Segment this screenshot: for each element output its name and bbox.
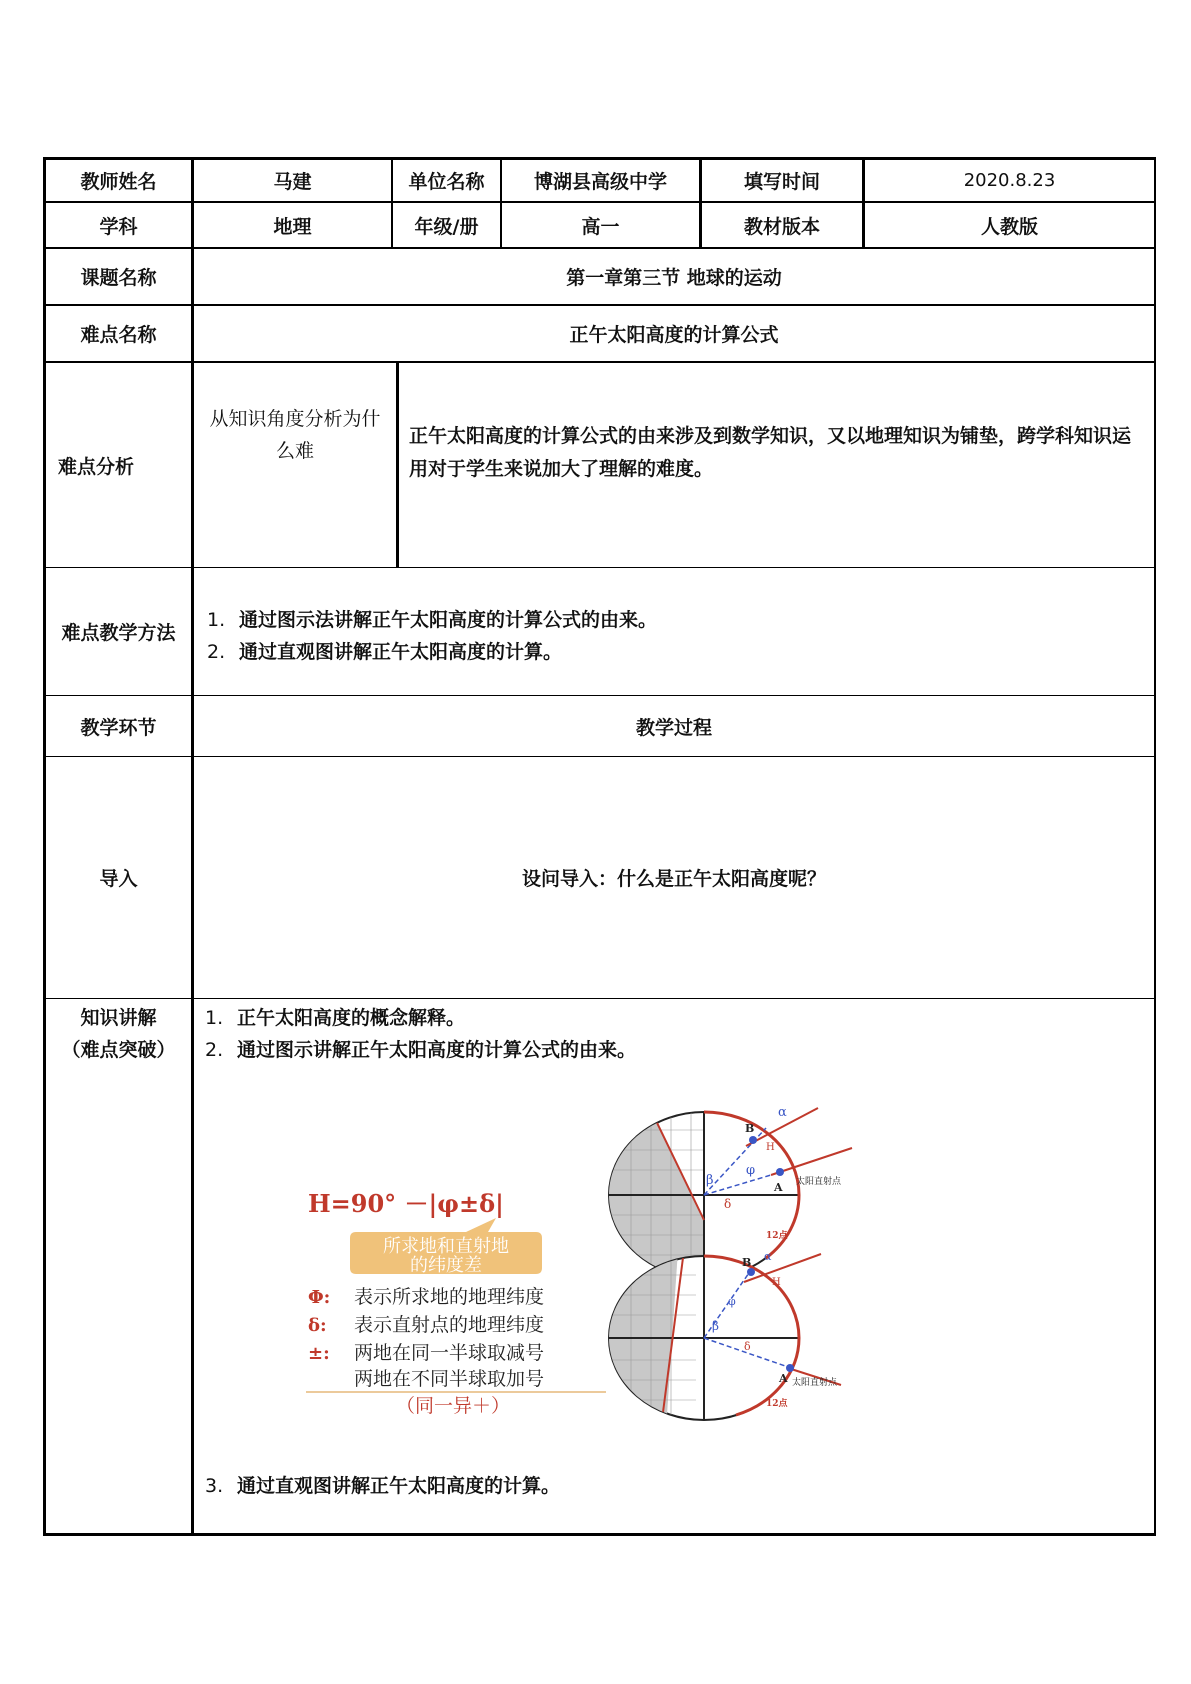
unit-value: 博湖县高级中学: [533, 171, 667, 193]
difficulty-label: 难点名称: [80, 324, 157, 346]
legend-text: 表示直射点的地理纬度: [354, 1314, 545, 1336]
bubble-line: 的纬度差: [410, 1255, 482, 1276]
label-delta: δ: [744, 1340, 751, 1353]
date-value: 2020.8.23: [963, 170, 1056, 191]
point-a: [786, 1364, 794, 1372]
legend-text: 两地在同一半球取减号: [354, 1342, 545, 1364]
knowledge-list: [205, 1470, 560, 1502]
rule-text: （同一异＋）: [396, 1395, 511, 1417]
legend-symbol: Φ:: [308, 1287, 331, 1308]
point-b: [747, 1268, 755, 1276]
label-phi: φ: [746, 1163, 756, 1178]
label-beta: β: [706, 1173, 714, 1188]
point-b: [749, 1136, 757, 1144]
label-a: A: [774, 1181, 783, 1194]
lower-globe: [596, 1250, 841, 1430]
analysis-content: 正午太阳高度的计算公式的由来涉及到数学知识，又以地理知识为铺垫，跨学科知识运用对于学生来说加大了理解的难度。: [409, 425, 1132, 480]
row-divider: [43, 998, 1156, 999]
figure-svg: [296, 1100, 876, 1445]
topic-value: 第一章第三节 地球的运动: [566, 267, 782, 289]
grade-label: 年级/册: [414, 215, 479, 238]
methods-label: 难点教学方法: [61, 622, 176, 644]
point-a: [776, 1168, 784, 1176]
topic-label: 课题名称: [80, 267, 157, 289]
list-item: 3. 通过直观图讲解正午太阳高度的计算。: [205, 1475, 561, 1497]
date-label: 填写时间: [743, 171, 820, 193]
analysis-label: 难点分析: [58, 455, 135, 478]
difficulty-value: 正午太阳高度的计算公式: [569, 324, 779, 346]
list-item: 2. 通过图示讲解正午太阳高度的计算公式的由来。: [205, 1039, 637, 1061]
legend-symbol: δ:: [308, 1315, 327, 1336]
label-subsolar: 太阳直射点: [796, 1177, 842, 1187]
subject-label: 学科: [99, 215, 138, 238]
teacher-label: 教师姓名: [80, 171, 157, 193]
table-border-bottom: [43, 1533, 1156, 1536]
label-noon: 12点: [766, 1399, 788, 1409]
knowledge-list: [205, 1002, 636, 1066]
row-divider: [43, 567, 1156, 568]
label-subsolar: 太阳直射点: [792, 1378, 838, 1388]
analysis-sub-label: 从知识角度分析为什么难: [209, 408, 381, 462]
label-h: H: [766, 1142, 775, 1153]
teacher-value: 马建: [273, 171, 312, 193]
label-beta: β: [712, 1319, 719, 1333]
edition-value: 人教版: [980, 215, 1038, 238]
list-item: 2. 通过直观图讲解正午太阳高度的计算。: [207, 641, 563, 663]
label-delta: δ: [724, 1197, 732, 1211]
noon-sun-altitude-figure: [296, 1100, 876, 1445]
label-alpha: α: [778, 1105, 787, 1120]
legend-symbol: ±:: [308, 1343, 330, 1364]
list-item: 1. 正午太阳高度的概念解释。: [205, 1007, 466, 1029]
label-phi: φ: [728, 1295, 736, 1308]
label-noon: 12点: [766, 1231, 788, 1241]
edition-label: 教材版本: [743, 215, 820, 238]
label-h: H: [772, 1277, 781, 1288]
grade-value: 高一: [581, 215, 620, 238]
formula-text: H=90° －|φ±δ|: [308, 1189, 504, 1218]
legend-text: 两地在不同半球取加号: [354, 1368, 545, 1390]
knowledge-label: [46, 1002, 191, 1066]
process-value: 教学过程: [635, 716, 712, 739]
intro-label: 导入: [99, 868, 138, 890]
knowledge-label-line: （难点突破）: [61, 1039, 176, 1061]
list-item: 1. 通过图示法讲解正午太阳高度的计算公式的由来。: [207, 609, 658, 631]
methods-list: [207, 604, 657, 668]
knowledge-label-line: 知识讲解: [80, 1007, 157, 1029]
bubble-line: 所求地和直射地: [383, 1236, 509, 1257]
label-a: A: [779, 1372, 788, 1385]
legend-text: 表示所求地的地理纬度: [354, 1286, 545, 1308]
process-label: 教学环节: [80, 716, 157, 739]
table-border-right: [1154, 157, 1156, 1535]
unit-label: 单位名称: [408, 171, 485, 193]
subject-value: 地理: [273, 215, 312, 238]
label-alpha: α: [764, 1250, 772, 1263]
label-b: B: [745, 1122, 755, 1135]
intro-value: 设问导入：什么是正午太阳高度呢？: [521, 868, 826, 890]
label-b: B: [742, 1256, 752, 1269]
